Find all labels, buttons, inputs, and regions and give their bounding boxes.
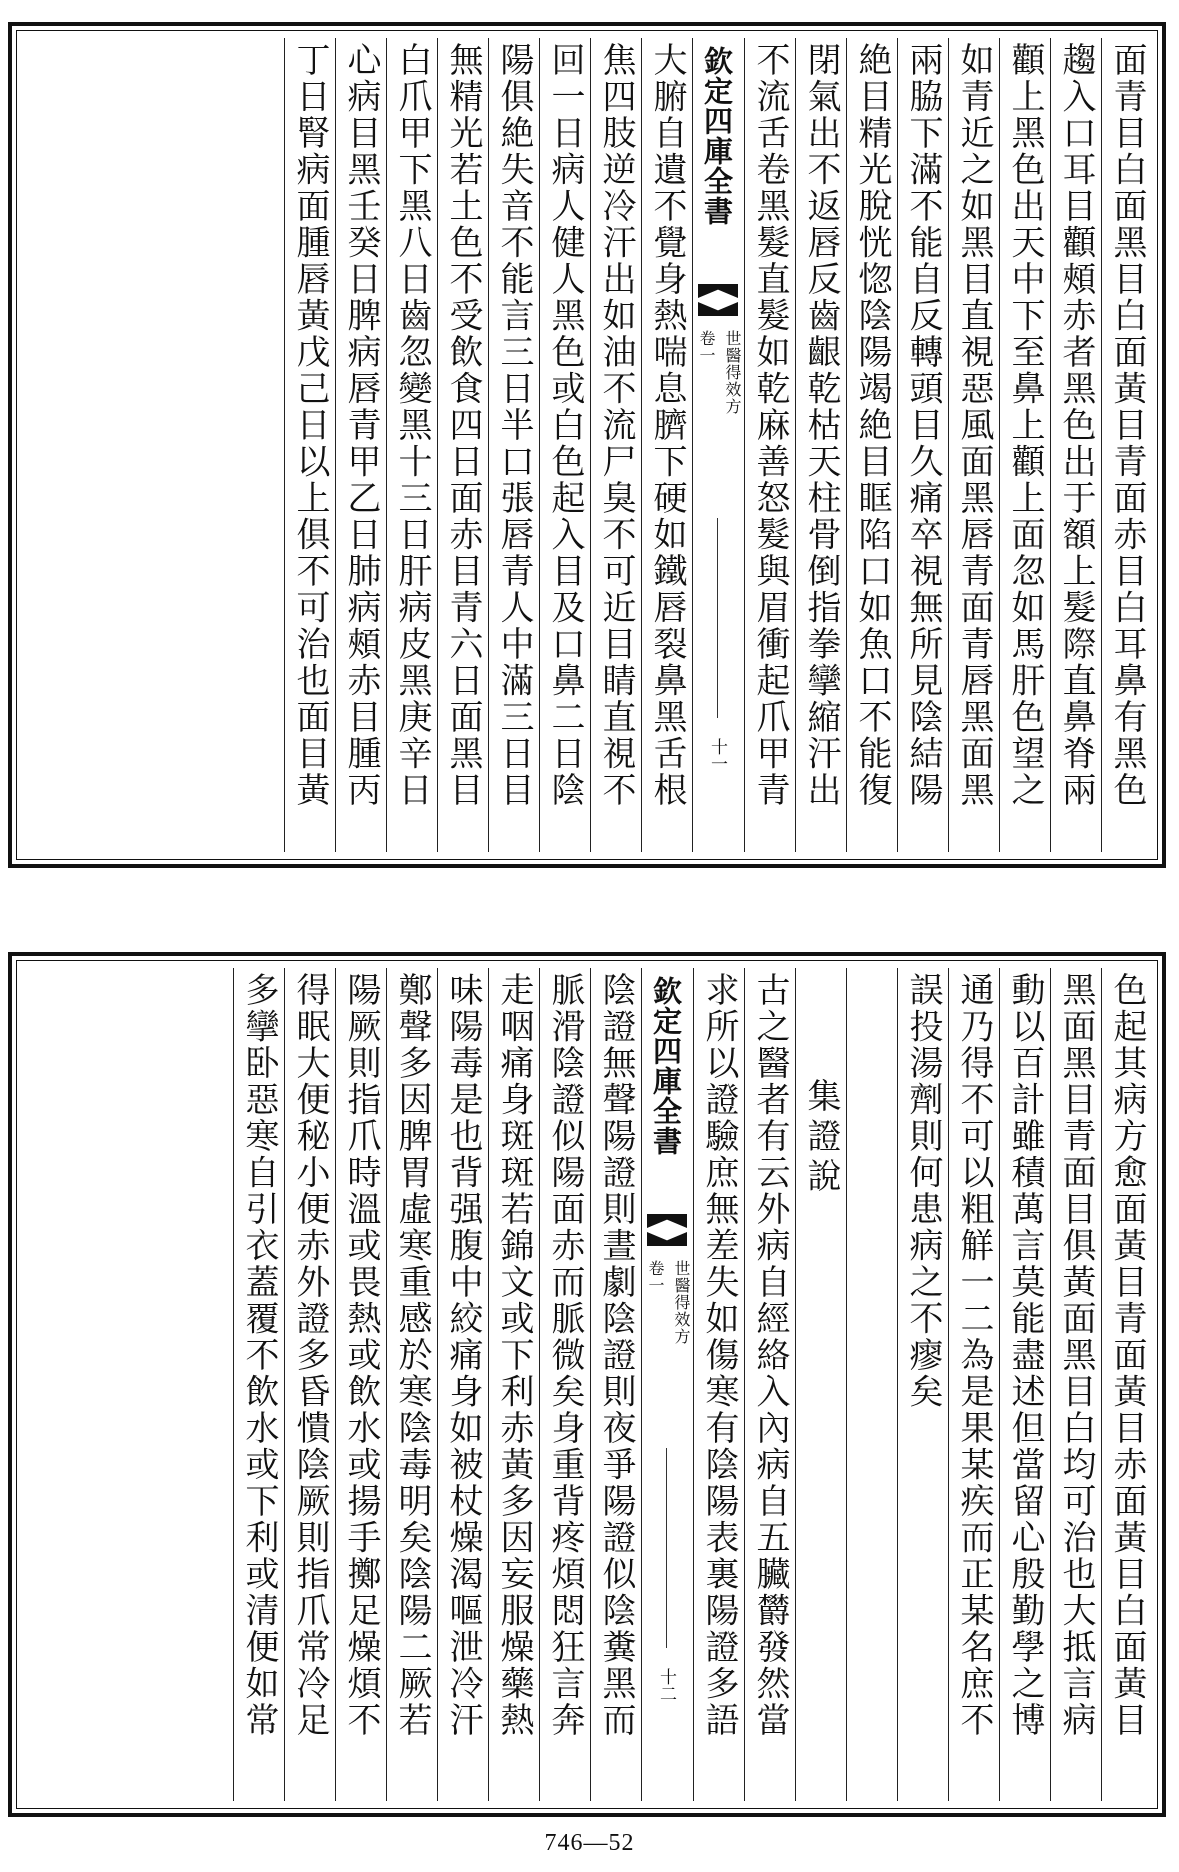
- center-volume: 卷一: [697, 330, 716, 364]
- lower-page: [8, 952, 1166, 1817]
- text-column: 古之醫者有云外病自經絡入內病自五臟欝發然當: [744, 968, 795, 1801]
- text-column: 閉氣出不返唇反齒齦乾枯天柱骨倒指拳攣縮汗出: [795, 38, 846, 852]
- text-column: 趨入口耳目顴頰赤者黑色出于額上髮際直鼻脊兩: [1050, 38, 1101, 852]
- text-column: 味陽毒是也背强腹中絞痛身如被杖燥渴嘔泄冷汗: [437, 968, 488, 1801]
- lower-page-columns: [22, 968, 1152, 1801]
- center-page-number: 十二: [656, 1668, 676, 1702]
- fish-tail-mark-icon: [698, 302, 738, 316]
- center-book-title: 世醫得效方: [672, 1260, 691, 1345]
- center-title: 欽定四庫全書: [700, 46, 734, 226]
- upper-page-columns: [22, 38, 1152, 852]
- text-column: 焦四肢逆冷汗出如油不流尸臭不可近目睛直視不: [590, 38, 641, 852]
- text-column: 脈滑陰證似陽面赤而脈微矣身重背疼煩悶狂言奔: [539, 968, 590, 1801]
- text-column: 回一日病人健人黑色或白色起入目及口鼻二日陰: [539, 38, 590, 852]
- center-volume: 卷一: [646, 1260, 665, 1294]
- text-column: 絶目精光脫恍惚陰陽竭絶目眶陷口如魚口不能復: [846, 38, 897, 852]
- center-divider: [666, 1448, 667, 1648]
- text-column: 面青目白面黑目白面黃目青面赤目白耳鼻有黑色: [1101, 38, 1152, 852]
- text-column: 多攣卧惡寒自引衣蓋覆不飲水或下利或清便如常: [233, 968, 284, 1801]
- text-column: 動以百計雖積萬言莫能盡述但當留心殷勤學之博: [999, 968, 1050, 1801]
- center-title: 欽定四庫全書: [649, 976, 683, 1156]
- fish-tail-mark-icon: [698, 284, 738, 298]
- text-column: 誤投湯劑則何患病之不瘳矣: [897, 968, 948, 1801]
- center-book-title: 世醫得效方: [723, 330, 742, 415]
- text-column: 陽俱絶失音不能言三日半口張唇青人中滿三日目: [488, 38, 539, 852]
- text-column: 鄭聲多因脾胃虛寒重感於寒陰毒明矣陰陽二厥若: [386, 968, 437, 1801]
- text-column: 色起其病方愈面黃目青面黃目赤面黃目白面黃目: [1101, 968, 1152, 1801]
- text-column: 丁日腎病面腫唇黃戊己日以上俱不可治也面目黃: [284, 38, 335, 852]
- center-fold: [641, 968, 693, 1801]
- text-column: 黑面黑目青面目俱黃面黑目白均可治也大抵言病: [1050, 968, 1101, 1801]
- blank-column: [846, 968, 897, 1801]
- text-column: 顴上黑色出天中下至鼻上顴上面忽如馬肝色望之: [999, 38, 1050, 852]
- text-column: 大腑自遺不覺身熱喘息臍下硬如鐵唇裂鼻黑舌根: [641, 38, 692, 852]
- center-fold: [692, 38, 744, 852]
- text-column: 陽厥則指爪時溫或畏熱或飲水或揚手擲足燥煩不: [335, 968, 386, 1801]
- upper-page: [8, 22, 1166, 868]
- text-column: 如青近之如黑目直視惡風面黑唇青面青唇黑面黑: [948, 38, 999, 852]
- fish-tail-mark-icon: [647, 1214, 687, 1228]
- section-heading: 集證說: [795, 968, 846, 1801]
- text-column: 心病目黑壬癸日脾病唇青甲乙日肺病頰赤目腫丙: [335, 38, 386, 852]
- text-column: 無精光若土色不受飲食四日面赤目青六日面黑目: [437, 38, 488, 852]
- text-column: 不流舌卷黑髮直髮如乾麻善怒髮與眉衝起爪甲青: [744, 38, 795, 852]
- center-page-number: 十一: [707, 738, 727, 772]
- center-divider: [717, 518, 718, 718]
- text-column: 通乃得不可以粗觧一二為是果某疾而正某名庶不: [948, 968, 999, 1801]
- text-column: 走咽痛身斑斑若錦文或下利赤黃多因妄服燥藥熱: [488, 968, 539, 1801]
- footer-page-number: 746—52: [544, 1830, 635, 1856]
- text-column: 陰證無聲陽證則晝劇陰證則夜爭陽證似陰糞黑而: [590, 968, 641, 1801]
- fish-tail-mark-icon: [647, 1232, 687, 1246]
- text-column: 得眠大便秘小便赤外證多昏憒陰厥則指爪常冷足: [284, 968, 335, 1801]
- text-column: 求所以證驗庶無差失如傷寒有陰陽表裏陽證多語: [693, 968, 744, 1801]
- text-column: 白爪甲下黑八日齒忽變黑十三日肝病皮黑庚辛日: [386, 38, 437, 852]
- text-column: 兩脇下滿不能自反轉頭目久痛卒視無所見陰結陽: [897, 38, 948, 852]
